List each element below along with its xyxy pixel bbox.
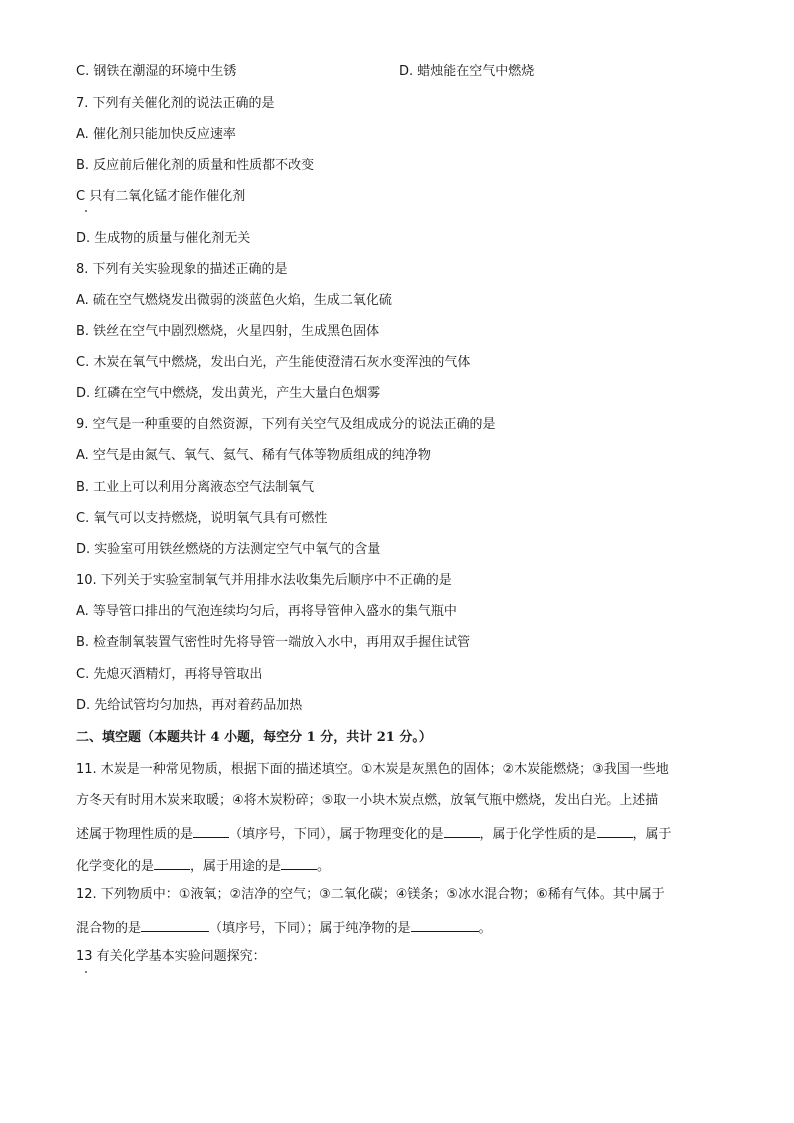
answer-blank[interactable]: [193, 823, 229, 838]
q12-line-2: [76, 917, 492, 938]
q10-option-c: C. 先熄灭酒精灯，再将导管取出: [76, 667, 263, 682]
q10-option-b: B. 检查制氧装置气密性时先将导管一端放入水中，再用双手握住试管: [76, 635, 471, 650]
stray-dot: [85, 210, 87, 212]
q8-option-a: A. 硫在空气燃烧发出微弱的淡蓝色火焰，生成二氧化硫: [76, 293, 392, 308]
answer-blank[interactable]: [597, 823, 633, 838]
q8-option-b: B. 铁丝在空气中剧烈燃烧，火星四射，生成黑色固体: [76, 324, 380, 339]
answer-blank[interactable]: [281, 855, 317, 870]
q12-text: （填序号，下同）；属于纯净物的是: [209, 921, 411, 936]
q10-option-a: A. 等导管口排出的气泡连续均匀后，再将导管伸入盛水的集气瓶中: [76, 604, 457, 619]
q11-line-3: [76, 823, 672, 844]
answer-blank[interactable]: [444, 823, 480, 838]
answer-blank[interactable]: [141, 917, 209, 932]
q8-option-c: C. 木炭在氧气中燃烧，发出白光，产生能使澄清石灰水变浑浊的气体: [76, 355, 471, 370]
q9-option-a: A. 空气是由氮气、氧气、氦气、稀有气体等物质组成的纯净物: [76, 448, 431, 463]
q12-text: 。: [478, 921, 492, 936]
q11-text: 述属于物理性质的是: [76, 827, 194, 842]
q11-text: 化学变化的是: [76, 859, 155, 874]
q6-option-c: C. 钢铁在潮湿的环境中生锈: [76, 64, 237, 79]
q11-line-1: 11. 木炭是一种常见物质，根据下面的描述填空。①木炭是灰黑色的固体；②木炭能燃烧；③我国一些地: [76, 762, 669, 777]
q11-text: （填序号，下同），属于物理变化的是: [229, 827, 444, 842]
q11-text: ，属于: [632, 827, 672, 842]
q9-option-b: B. 工业上可以利用分离液态空气法制氧气: [76, 480, 315, 495]
q7-option-c: C 只有二氧化锰才能作催化剂: [76, 189, 246, 204]
q12-text: 混合物的是: [76, 921, 142, 936]
q6-option-d: D. 蜡烛能在空气中燃烧: [399, 64, 535, 79]
q7-stem: 7. 下列有关催化剂的说法正确的是: [76, 96, 275, 111]
q11-text: 。: [317, 859, 331, 874]
answer-blank[interactable]: [154, 855, 190, 870]
q7-option-a: A. 催化剂只能加快反应速率: [76, 127, 236, 142]
q9-option-d: D. 实验室可用铁丝燃烧的方法测定空气中氧气的含量: [76, 542, 381, 557]
q11-text: ，属于用途的是: [190, 859, 282, 874]
section-2-heading: 二、填空题（本题共计 4 小题，每空分 1 分，共计 21 分。）: [76, 730, 432, 745]
q8-stem: 8. 下列有关实验现象的描述正确的是: [76, 262, 288, 277]
q10-stem: 10. 下列关于实验室制氧气并用排水法收集先后顺序中不正确的是: [76, 573, 452, 588]
q9-option-c: C. 氧气可以支持燃烧，说明氧气具有可燃性: [76, 511, 328, 526]
q7-option-d: D. 生成物的质量与催化剂无关: [76, 231, 251, 246]
q11-line-2: 方冬天有时用木炭来取暖；④将木炭粉碎；⑤取一小块木炭点燃，放氧气瓶中燃烧，发出白光。上述描: [76, 793, 659, 808]
stray-dot: [85, 971, 87, 973]
q11-text: ，属于化学性质的是: [479, 827, 597, 842]
q12-line-1: 12. 下列物质中：①液氧；②洁净的空气；③二氧化碳；④镁条；⑤冰水混合物；⑥稀有气体。其中属于: [76, 887, 665, 902]
q8-option-d: D. 红磷在空气中燃烧，发出黄光，产生大量白色烟雾: [76, 386, 381, 401]
q9-stem: 9. 空气是一种重要的自然资源，下列有关空气及组成成分的说法正确的是: [76, 417, 496, 432]
q10-option-d: D. 先给试管均匀加热，再对着药品加热: [76, 698, 303, 713]
q13-stem: 13 有关化学基本实验问题探究：: [76, 949, 266, 964]
answer-blank[interactable]: [411, 917, 479, 932]
q7-option-b: B. 反应前后催化剂的质量和性质都不改变: [76, 158, 315, 173]
q11-line-4: [76, 855, 330, 876]
